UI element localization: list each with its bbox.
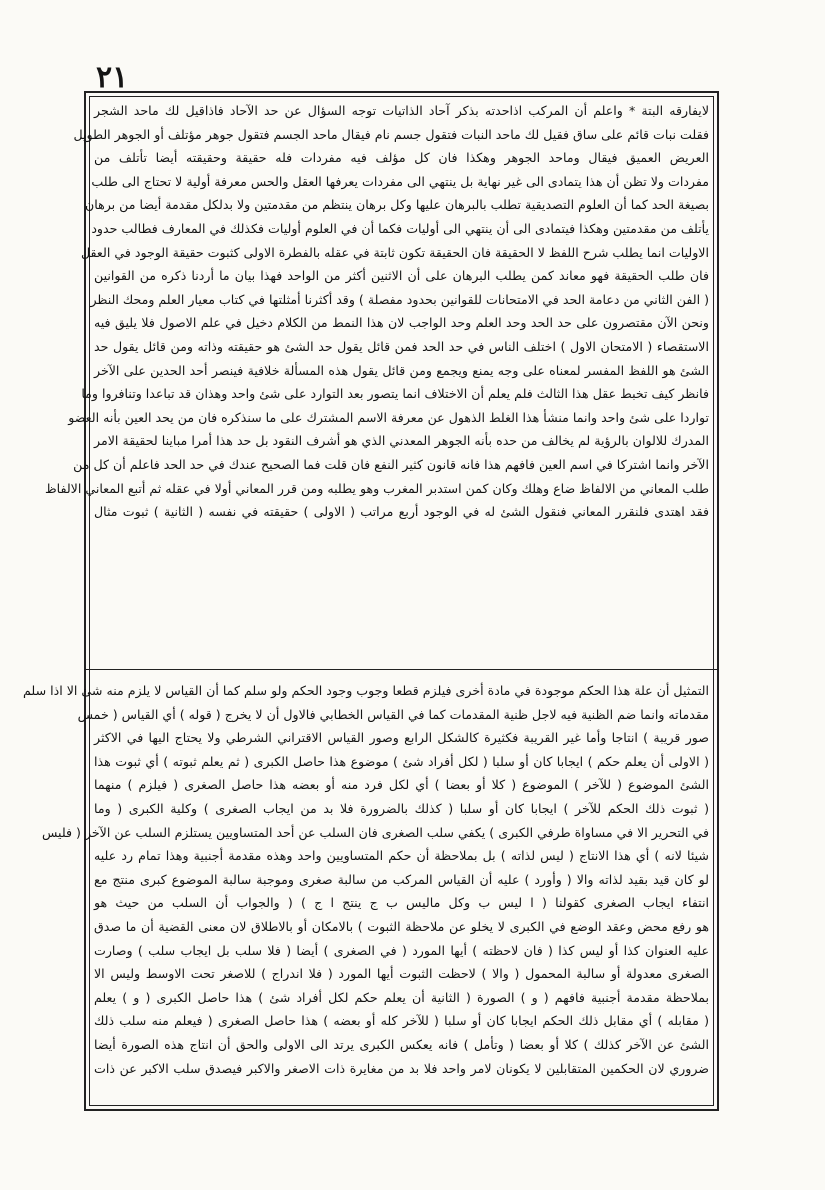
section-divider — [86, 669, 717, 670]
commentary-text-line: شيئا لانه ) أي هذا الانتاج ( ليس لذاته ) بل بملاحظة أن حكم المتساويين واحد وهذه مقدمة أجنبية وهذا تمام رد عليه — [94, 848, 709, 864]
page-frame — [23, 91, 719, 1111]
main-text-line: الاستقصاء ( الامتحان الاول ) اختلف الناس في حد الحد فمن قائل يقول حد الشئ هو حقيقته وذاته ومن قائل يقول حد — [94, 338, 709, 354]
commentary-text-block — [23, 679, 709, 1109]
main-text-line: تواردا على شئ واحد وانما منشأ هذا الغلط الذهول عن معرفة الاسم المشترك على ما سنذكره فان من يحد العين بأنه العضو — [68, 409, 709, 425]
main-text-line: فقلت نبات قائم على ساق فقيل لك ماحد النبات فتقول جسم نام فيقال ماحد الجسم فتقول جوهر مؤتلف أو الجوهر الطويل — [73, 126, 709, 142]
commentary-text-line: ( مقابله ) أي مقابل ذلك الحكم ايجابا كان أو سلبا ( للآخر كله أو بعضه ) هذا حاصل الصغرى ( فيعلم منه سلب ذلك — [94, 1013, 709, 1029]
main-text-line: الاوليات انما يطلب شرح اللفظ لا الحقيقة فان الحقيقة تكون ثابتة في عقله بالفطرة الاولى كثبوت حقيقة الوجود في العقل — [81, 244, 709, 260]
commentary-text-line: في التحرير الا في مساواة طرفي الكبرى ) يكفي سلب الصغرى فان السلب عن أحد المتساويين يستلزم السلب عن الآخر ( فليس — [41, 824, 709, 840]
main-text-line: ( الفن الثاني من دعامة الحد في الامتحانات للقوانين بحدود مفصلة ) وقد أكثرنا أمثلتها في كتاب معيار العلم ومحك النظر — [90, 291, 709, 307]
commentary-text-line: صور قريبة ) انتاجا وأما غير القريبة فكثيرة كالشكل الرابع وصور القياس الاقتراني الشرطي ولا يحتاج اليها في الاكثر — [94, 730, 709, 746]
main-text-block — [44, 99, 709, 665]
page-number: ٢١ — [96, 60, 129, 95]
main-text-line: الآخر وانما اشتركا في اسم العين فافهم هذا فانه قانون كثير النفع فان قلت فما الصحيح عندك في حد الحد فاعلم أن كل من — [73, 456, 709, 472]
commentary-text-line: الشئ الموضوع ( للآخر ) الموضوع ( كلا أو بعضا ) أي لكل فرد منه أو بعضه هذا حاصل الصغرى ( فيلزم ) منهما — [94, 777, 709, 793]
commentary-text-line: التمثيل أن علة هذا الحكم موجودة في مادة أخرى فيلزم قطعا وجوب وجود الحكم ولو سلم كما أن القياس لا يلزم منه شئ الا اذا سلم — [23, 683, 709, 698]
commentary-text-line: لو كان قيد بقيد لذاته والا ( وأورد ) عليه أن القياس المركب من سالبة صغرى وموجبة سالبة الموضوع كبرى منتج مع — [94, 871, 709, 887]
commentary-text-line: الصغرى معدولة أو سالبة المحمول ( والا ) لاحظت الثبوت أيها المورد ( فلا اندراج ) للاصغر تحت الاوسط وليس الا — [94, 966, 709, 982]
main-text-line: لايفارقه البتة * واعلم أن المركب اذاحدته بذكر آحاد الذاتيات توجه السؤال عن حد الآحاد فاذاقيل لك ماحد الشجر — [94, 103, 709, 118]
commentary-text-line: مقدماته وانما ضم الظنية فيه لاجل ظنية المقدمات كما في القياس الخطابي فالاول أن لا يخرج ( قوله ) أي القياس ( خمس — [77, 706, 709, 722]
main-text-line: فان طلب الحقيقة فهو معاند كمن يطلب البرهان على أن الاثنين أكثر من الواحد فهذا بيان ما أردنا ذكره من القوانين — [94, 268, 709, 284]
main-text-line: يأتلف من مقدمتين وهكذا فيتمادى الى أن ينتهي الى أوليات فكما أن في العلوم أوليات فكذلك في المعارف فطالب حدود — [91, 220, 709, 236]
commentary-text-line: عليه العنوان كذا أو ليس كذا ( فان لاحظته ) أيها المورد ( في الصغرى ) أيضا ( فلا سلب بل ايجاب سلب ) وصارت — [94, 942, 709, 958]
commentary-text-line: هو رفع محض وعقد الوضع في الكبرى لا يخلو عن ملاحظة الثبوت ) بالامكان أو بالاطلاق لان معنى القضية أن ما صدق — [94, 918, 709, 934]
main-text-line: ونحن الآن مقتصرون على حد الحد وحد العلم وحد الواجب لان هذا النمط من الكلام دخيل في علم الاصول فلا يليق فيه — [94, 315, 709, 331]
commentary-text-line: انتفاء ايجاب الصغرى كقولنا ( ا ليس ب وكل ماليس ب ج ينتج ا ج ) ( والجواب أن السلب من حيث هو — [94, 895, 709, 911]
commentary-text-line: ( الاولى أن يعلم حكم ) ايجابا كان أو سلبا ( لكل أفراد شئ ) موضوع هذا حاصل الكبرى ( ثم يعلم ثبوته ) أي ثبوت هذا — [94, 753, 709, 769]
main-text-line: مفردات ولا تظن أن هذا يتمادى الى غير نهاية بل ينتهي الى مفردات يعرفها العقل والحس معرفة أولية لا تحتاج الى طلب — [91, 173, 709, 189]
main-text-line: العريض العميق فيقال وماحد الجوهر وهكذا فان كل مؤلف فيه مفردات فله حقيقة وحقيقته أيضا تأتلف من — [94, 150, 709, 166]
main-text-line: الشئ هو اللفظ المفسر لمعناه على وجه يمنع ويجمع ومن قائل يقول هذه المسألة خلافية فينصر أحد الحدين على الآخر — [94, 362, 709, 378]
commentary-text-line: ضروري لان الحكمين المتقابلين لا يكونان لامر واحد فلا بد من مغايرة ذات الاصغر والاكبر فيصدق سلب الاكبر عن ذات — [94, 1060, 709, 1076]
commentary-text-line: ( ثبوت ذلك الحكم للآخر ) ايجابا كان أو سلبا ( كذلك بالضرورة فلا بد من ايجاب الصغرى ) وكلية الكبرى ( وما — [94, 800, 709, 816]
main-text-line: المدرك للالوان بالرؤية لم يخالف من حده بأنه الجوهر المعدني الذي هو أشرف النقود بل حد هذا أمرا مباينا لحقيقة الامر — [94, 433, 709, 449]
main-text-line: فقد اهتدى فلنقرر المعاني فنقول الشئ له في الوجود أربع مراتب ( الاولى ) حقيقته في نفسه ( الثانية ) ثبوت مثال — [94, 504, 709, 520]
commentary-text-line: بملاحظة مقدمة أجنبية فافهم ( و ) الصورة ( الثانية أن يعلم حكم لكل أفراد شئ ) هذا حاصل الكبرى ( و ) يعلم — [94, 989, 709, 1005]
main-text-line: بصيغة الحد كما أن العلوم التصديقية تطلب بالبرهان عليها وكل برهان ينتظم من مقدمتين ولا بدلكل مقدمة أيضا من برهان — [85, 197, 709, 213]
commentary-text-line: الشئ عن الآخر كذلك ) كلا أو بعضا ( وتأمل ) فانه يعكس الكبرى يرتد الى الاولى والحق أن انتاج هذه الصورة أيضا — [94, 1036, 709, 1052]
main-text-line: فانظر كيف تخبط عقل هذا الثالث فلم يعلم أن الاختلاف انما يتصور بعد التوارد على شئ واحد وهذان قد تباعدا وتنافروا وما — [81, 386, 709, 402]
main-text-line: طلب المعاني من الالفاظ ضاع وهلك وكان كمن استدبر المغرب وهو يطلبه ومن قرر المعاني أولا في عقله ثم أتبع المعاني الالفاظ — [44, 480, 709, 496]
